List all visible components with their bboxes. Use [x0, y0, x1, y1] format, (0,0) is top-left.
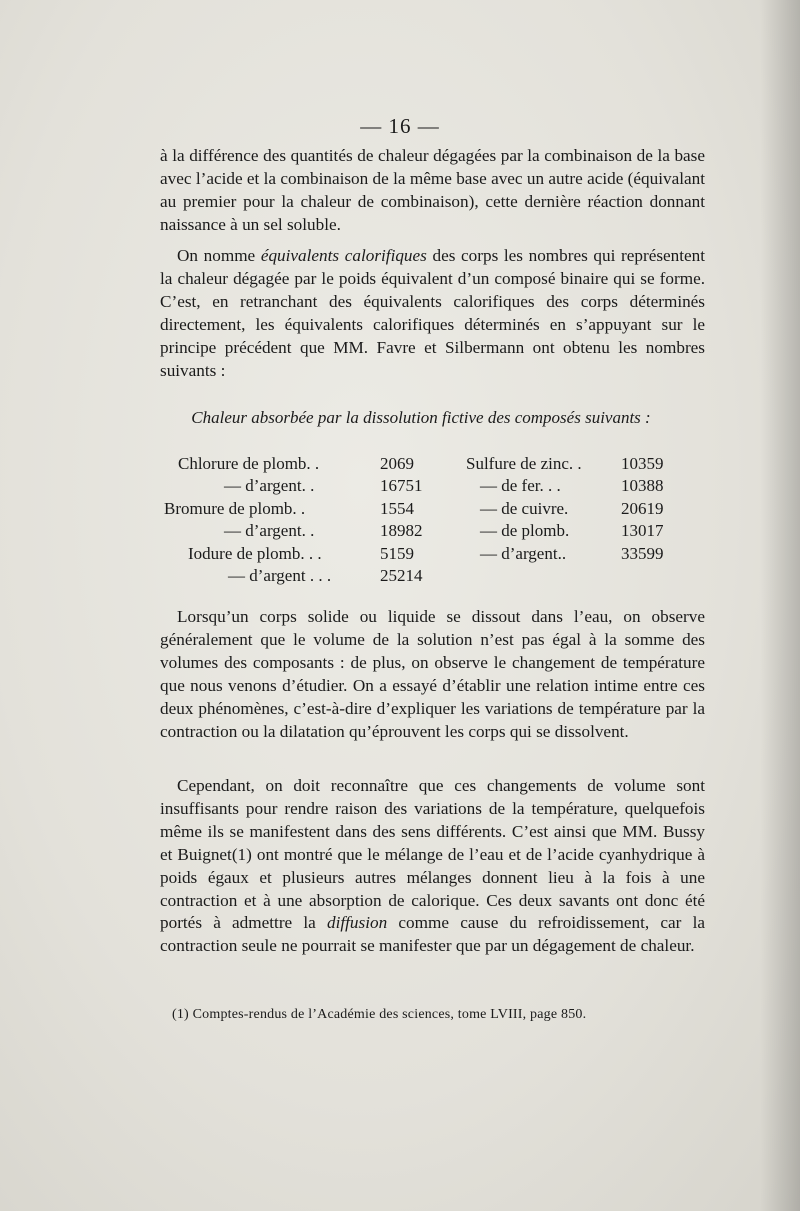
term-equivalents-calorifiques: équivalents calorifiques	[260, 246, 427, 265]
left-compound-name: — d’argent. .	[224, 476, 315, 496]
paragraph-4-rest: comme cause du refroidissement, car la contraction seule ne pourrait se manifester que par un dégagement de chaleur.	[160, 913, 705, 956]
paragraph-1-text: à la différence des quantités de chaleur dégagées par la combinaison de la base avec l’acide et la combinaison de la même base avec un autre acide (équivalant au premier pour la chaleur de combinaison), cette dernière réaction donnant naissance à un sel soluble.	[160, 146, 705, 234]
paragraph-4-text	[160, 775, 705, 958]
term-diffusion: diffusion	[327, 913, 388, 933]
left-compound-name: Chlorure de plomb. .	[178, 454, 320, 473]
footnote: (1) Comptes-rendus de l’Académie des sciences, tome LVIII, page 850.	[172, 1007, 587, 1022]
paragraph-4	[160, 775, 705, 958]
right-compound-value: 33599	[621, 543, 664, 563]
paragraph-2-text	[160, 245, 705, 382]
left-compound-value: 2069	[380, 454, 414, 473]
right-compound-name: Sulfure de zinc. .	[466, 454, 582, 473]
right-compound-name: — d’argent..	[480, 543, 567, 563]
left-compound-name: Bromure de plomb. .	[164, 498, 306, 518]
left-compound-value: 16751	[380, 476, 423, 496]
right-compound-value: 20619	[621, 498, 664, 518]
table-caption: Chaleur absorbée par la dissolution fictive des composés suivants :	[191, 408, 651, 427]
paragraph-1	[160, 145, 705, 237]
right-compound-value: 10359	[621, 454, 664, 473]
left-compound-name: — d’argent. .	[224, 521, 315, 541]
right-compound-value: 13017	[621, 521, 664, 541]
left-compound-value: 1554	[380, 498, 414, 518]
left-compound-value: 18982	[380, 521, 423, 541]
right-compound-value: 10388	[621, 476, 664, 496]
paragraph-2-rest: des corps les nombres qui représentent la chaleur dégagée par le poids équivalent d’un composé binaire qui se forme. C’est, en retranchant des équivalents calorifiques des corps déterminés directement, les équivalents calorifiques déterminés en s’appuyant sur le principe précédent que MM. Favre et Silbermann ont obtenu les nombres suivants :	[160, 246, 706, 380]
paragraph-2-start: On nomme	[177, 246, 261, 265]
left-compound-value: 25214	[380, 565, 423, 585]
left-compound-name: — d’argent . . .	[228, 565, 332, 585]
paragraph-3	[160, 606, 705, 743]
paragraph-3-text: Lorsqu’un corps solide ou liquide se dissout dans l’eau, on observe généralement que le volume de la solution n’est pas égal à la somme des volumes des composants : de plus, on observe le changement de température que nous venons d’étudier. On a essayé d’établir une relation intime entre ces deux phénomènes, c’est-à-dire d’expliquer les variations de température par la contraction ou la dilatation qu’éprouvent les corps qui se dissolvent.	[160, 607, 705, 741]
right-compound-name: — de plomb.	[480, 521, 570, 541]
right-compound-name: — de fer. . .	[480, 476, 561, 496]
paragraph-4-start: Cependant, on doit reconnaître que ces changements de volume sont insuffisants pour rendre raison des variations de la température, quelquefois même ils se manifestent dans des sens différents. C’est ainsi que MM. Bussy et Buignet(1) ont montré que le mélange de l’eau et de l’acide cyanhydrique à poids égaux et plusieurs autres mélanges donnent lieu à la fois à une contraction et à une absorption de calorique. Ces deux savants ont donc été portés à admettre la	[160, 776, 705, 933]
left-compound-name: Iodure de plomb. . .	[188, 543, 322, 563]
paragraph-2	[160, 245, 705, 382]
page-number: — 16 —	[360, 114, 440, 138]
page-edge-shadow	[760, 0, 800, 1211]
left-compound-value: 5159	[380, 543, 414, 563]
right-compound-name: — de cuivre.	[480, 498, 569, 518]
